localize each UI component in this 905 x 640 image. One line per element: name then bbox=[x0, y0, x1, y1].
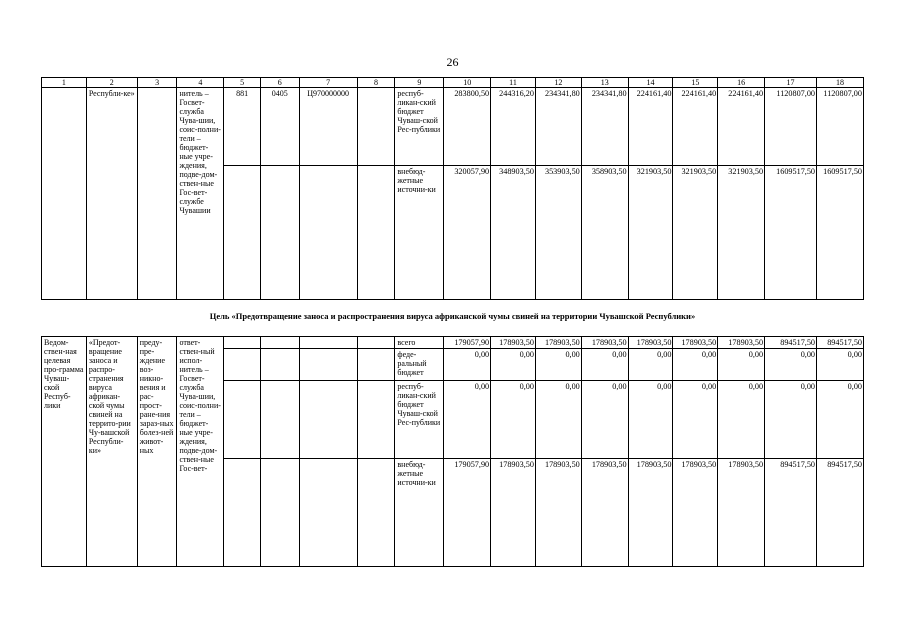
col-header: 2 bbox=[86, 78, 137, 88]
col-header: 1 bbox=[42, 78, 87, 88]
value-cell: 224161,40 bbox=[673, 88, 718, 166]
col-header: 12 bbox=[535, 78, 581, 88]
program-name-cell: Республи-ке» bbox=[86, 88, 137, 300]
value-cell: 224161,40 bbox=[628, 88, 673, 166]
value-cell: 0,00 bbox=[535, 349, 581, 381]
col-header: 4 bbox=[177, 78, 224, 88]
col-header: 5 bbox=[224, 78, 261, 88]
value-cell: 178903,50 bbox=[581, 337, 628, 349]
value-cell: 178903,50 bbox=[581, 459, 628, 567]
value-cell: 0,00 bbox=[765, 349, 817, 381]
value-cell: 234341,80 bbox=[535, 88, 581, 166]
col-header: 17 bbox=[765, 78, 817, 88]
value-cell: 321903,50 bbox=[673, 166, 718, 300]
value-cell: 178903,50 bbox=[718, 337, 765, 349]
value-cell: 179057,90 bbox=[444, 337, 491, 349]
col-header: 6 bbox=[260, 78, 299, 88]
value-cell: 321903,50 bbox=[718, 166, 765, 300]
value-cell: 0,00 bbox=[535, 381, 581, 459]
value-cell: 358903,50 bbox=[581, 166, 628, 300]
value-cell: 283800,50 bbox=[444, 88, 491, 166]
executor-cell: ответ-ствен-ный испол-нитель – Госвет-служба Чува-шии, соис-полни-тели – бюджет-ные учре-ждения, подве-дом-ствен-ные Гос-вет- bbox=[177, 337, 224, 567]
column-number-row bbox=[42, 78, 864, 88]
funding-source-label: респуб-ликан-ский бюджет Чуваш-ской Рес-публики bbox=[395, 381, 444, 459]
value-cell: 224161,40 bbox=[718, 88, 765, 166]
value-cell: 0,00 bbox=[581, 349, 628, 381]
value-cell: 0,00 bbox=[673, 381, 718, 459]
value-cell: 894517,50 bbox=[765, 459, 817, 567]
col-header: 14 bbox=[628, 78, 673, 88]
program-name-cell: «Предот-вращение заноса и распро-странения вируса африкан-ской чумы свиней на террито-рии Чу-вашской Республи-ки» bbox=[86, 337, 137, 567]
value-cell: 0,00 bbox=[817, 349, 864, 381]
value-cell: 0,00 bbox=[628, 349, 673, 381]
value-cell: 353903,50 bbox=[535, 166, 581, 300]
col-header: 18 bbox=[817, 78, 864, 88]
value-cell: 178903,50 bbox=[491, 459, 536, 567]
value-cell: 0,00 bbox=[444, 381, 491, 459]
value-cell: 320057,90 bbox=[444, 166, 491, 300]
value-cell: 0,00 bbox=[765, 381, 817, 459]
table-row bbox=[42, 337, 864, 349]
code-881: 881 bbox=[224, 88, 261, 166]
executor-cell: нитель – Госвет-служба Чува-шии, соис-полни-тели – бюджет-ные учре-ждения, подве-дом-ствен-ные Гос-вет-службе Чувашии bbox=[177, 88, 224, 300]
task-cell: преду-пре-ждение воз-никно-вения и рас-прост-ране-ния зараз-ных болез-ней живот-ных bbox=[137, 337, 177, 567]
value-cell: 179057,90 bbox=[444, 459, 491, 567]
value-cell: 1609517,50 bbox=[765, 166, 817, 300]
value-cell: 178903,50 bbox=[718, 459, 765, 567]
value-cell: 178903,50 bbox=[673, 459, 718, 567]
value-cell: 0,00 bbox=[491, 381, 536, 459]
value-cell: 178903,50 bbox=[628, 337, 673, 349]
program-type-cell: Ведом-ствен-ная целевая про-грамма Чуваш-ской Респуб-лики bbox=[42, 337, 87, 567]
funding-source-label: внебюд-жетные источни-ки bbox=[395, 459, 444, 567]
value-cell: 0,00 bbox=[491, 349, 536, 381]
budget-table-part2 bbox=[41, 336, 864, 567]
col-header: 13 bbox=[581, 78, 628, 88]
value-cell: 178903,50 bbox=[535, 459, 581, 567]
value-cell: 0,00 bbox=[581, 381, 628, 459]
table-row bbox=[42, 88, 864, 166]
value-cell: 244316,20 bbox=[491, 88, 536, 166]
col-header: 9 bbox=[395, 78, 444, 88]
code-target-article: Ц970000000 bbox=[299, 88, 357, 166]
value-cell: 234341,80 bbox=[581, 88, 628, 166]
budget-table-part1 bbox=[41, 77, 864, 300]
col-header: 10 bbox=[444, 78, 491, 88]
value-cell: 0,00 bbox=[673, 349, 718, 381]
funding-source-label: внебюд-жетные источни-ки bbox=[395, 166, 444, 300]
funding-source-label: всего bbox=[395, 337, 444, 349]
value-cell: 0,00 bbox=[718, 381, 765, 459]
goal-title: Цель «Предотвращение заноса и распространения вируса африканской чумы свиней на территории Чувашской Республики» bbox=[209, 311, 696, 321]
value-cell: 894517,50 bbox=[817, 459, 864, 567]
funding-source-label: респуб-ликан-ский бюджет Чуваш-ской Рес-публики bbox=[395, 88, 444, 166]
code-0405: 0405 bbox=[260, 88, 299, 166]
value-cell: 894517,50 bbox=[817, 337, 864, 349]
value-cell: 894517,50 bbox=[765, 337, 817, 349]
page-number: 26 bbox=[446, 55, 459, 69]
value-cell: 0,00 bbox=[444, 349, 491, 381]
col-header: 11 bbox=[491, 78, 536, 88]
col-header: 16 bbox=[718, 78, 765, 88]
value-cell: 178903,50 bbox=[628, 459, 673, 567]
value-cell: 178903,50 bbox=[673, 337, 718, 349]
funding-source-label: феде-ральный бюджет bbox=[395, 349, 444, 381]
value-cell: 1120807,00 bbox=[765, 88, 817, 166]
value-cell: 348903,50 bbox=[491, 166, 536, 300]
value-cell: 178903,50 bbox=[491, 337, 536, 349]
value-cell: 1609517,50 bbox=[817, 166, 864, 300]
col-header: 3 bbox=[137, 78, 177, 88]
value-cell: 0,00 bbox=[628, 381, 673, 459]
col-header: 8 bbox=[357, 78, 395, 88]
value-cell: 0,00 bbox=[718, 349, 765, 381]
value-cell: 178903,50 bbox=[535, 337, 581, 349]
col-header: 15 bbox=[673, 78, 718, 88]
value-cell: 321903,50 bbox=[628, 166, 673, 300]
col-header: 7 bbox=[299, 78, 357, 88]
value-cell: 0,00 bbox=[817, 381, 864, 459]
value-cell: 1120807,00 bbox=[817, 88, 864, 166]
